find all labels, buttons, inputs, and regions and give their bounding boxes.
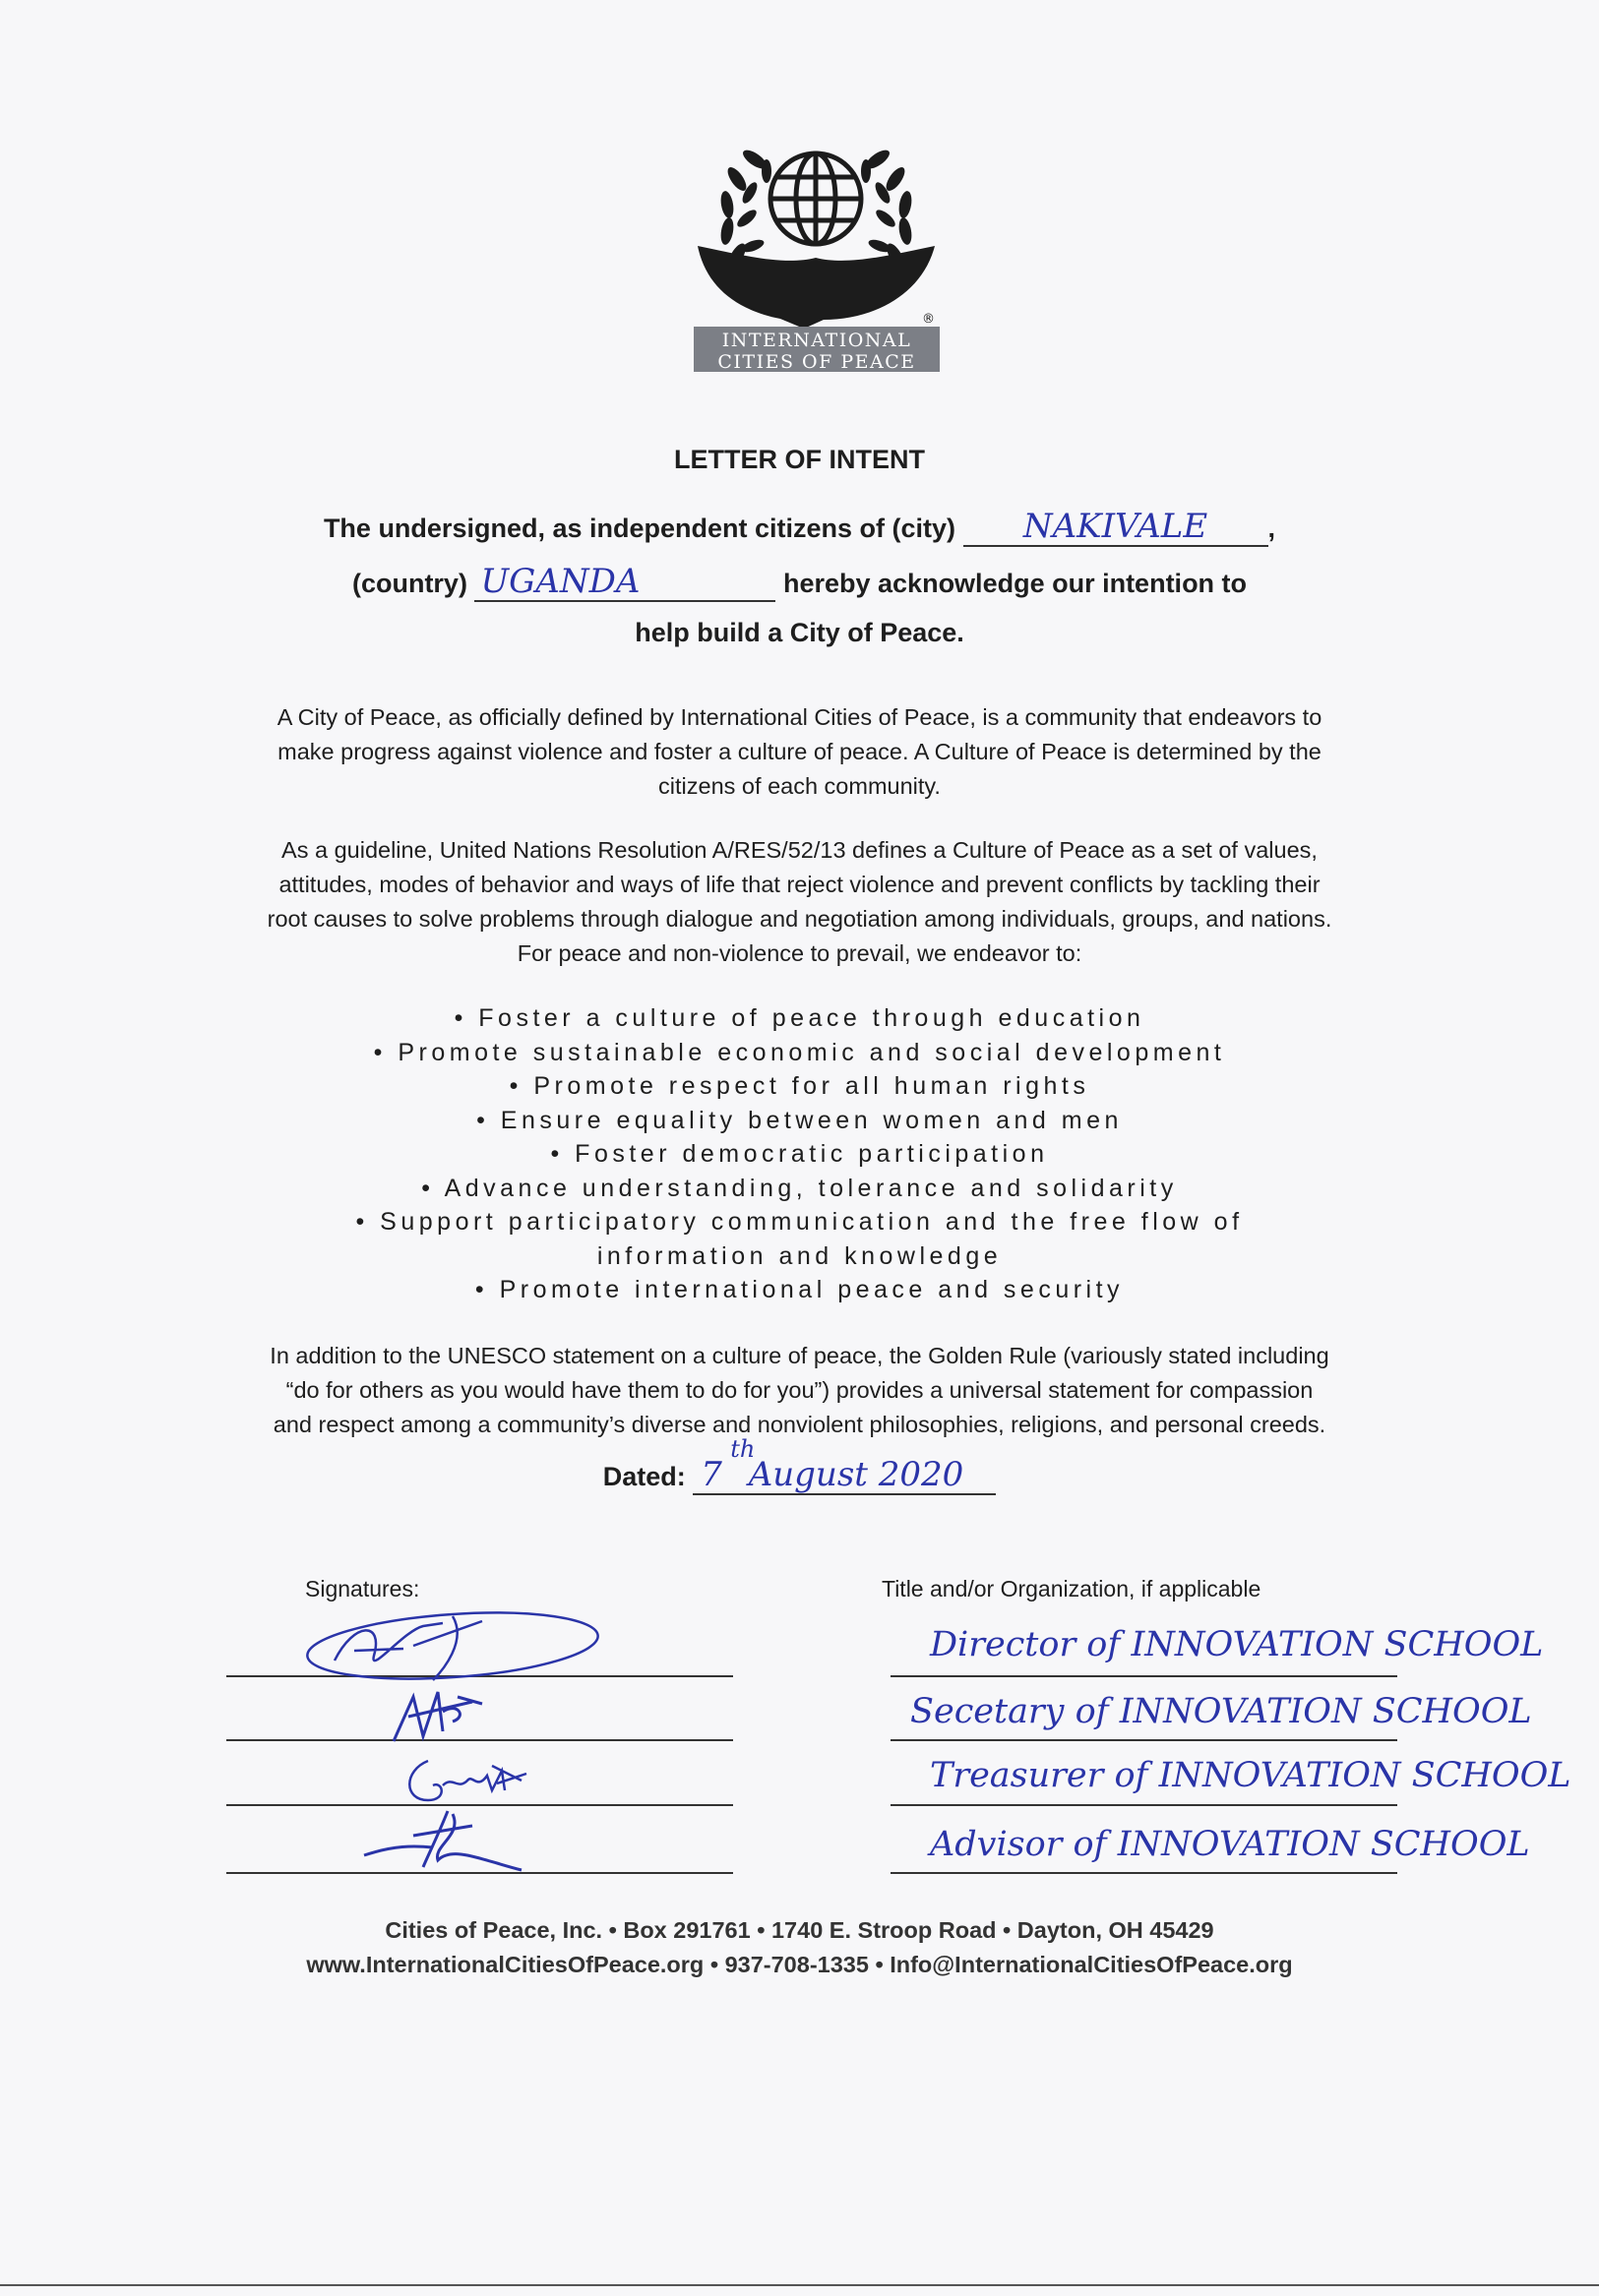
- list-item: • Foster a culture of peace through education: [454, 1004, 1145, 1032]
- intro-line-1: [0, 508, 1599, 547]
- paragraph-line: attitudes, modes of behavior and ways of life that reject violence and prevent conflicts by tackling their: [278, 872, 1321, 897]
- title-entry-treasurer: Treasurer of INNOVATION SCHOOL: [930, 1756, 1571, 1795]
- signature-3-icon: [399, 1746, 536, 1815]
- footer-contact: www.InternationalCitiesOfPeace.org • 937-708-1335 • Info@InternationalCitiesOfPeace.org: [306, 1952, 1293, 1977]
- paragraph-line: In addition to the UNESCO statement on a culture of peace, the Golden Rule (variously stated including: [270, 1343, 1329, 1368]
- date-rest: August 2020: [748, 1455, 964, 1494]
- intro-line-2: [0, 563, 1599, 602]
- footer: [0, 1913, 1599, 1982]
- paragraph-line: root causes to solve problems through dialogue and negotiation among individuals, groups, and nations.: [267, 906, 1332, 932]
- paragraph-line: A City of Peace, as officially defined by International Cities of Peace, is a community that endeavors to: [277, 704, 1322, 730]
- dated-row: [0, 1435, 1599, 1495]
- list-item: information and knowledge: [596, 1241, 1003, 1270]
- paragraph-line: and respect among a community’s diverse and nonviolent philosophies, religions, and personal creeds.: [273, 1412, 1326, 1437]
- paragraph-guideline: [0, 833, 1599, 971]
- date-day-suffix: th: [730, 1435, 756, 1463]
- paragraph-line: As a guideline, United Nations Resolution A/RES/52/13 defines a Culture of Peace as a set of values,: [281, 837, 1318, 863]
- paragraph-golden-rule: [0, 1339, 1599, 1442]
- paragraph-definition: [0, 700, 1599, 804]
- title-line[interactable]: [891, 1872, 1397, 1874]
- footer-address: Cities of Peace, Inc. • Box 291761 • 1740 E. Stroop Road • Dayton, OH 45429: [385, 1917, 1214, 1943]
- city-field[interactable]: NAKIVALE: [963, 508, 1268, 547]
- list-item: • Advance understanding, tolerance and solidarity: [421, 1174, 1178, 1202]
- list-item: • Ensure equality between women and men: [476, 1106, 1123, 1134]
- signature-2-icon: [384, 1682, 492, 1751]
- dated-label: Dated:: [602, 1462, 686, 1491]
- list-item: • Promote sustainable economic and social development: [373, 1038, 1226, 1066]
- list-item: • Promote respect for all human rights: [509, 1072, 1090, 1100]
- title-entry-advisor: Advisor of INNOVATION SCHOOL: [930, 1825, 1530, 1864]
- intro-line-3: help build a City of Peace.: [635, 618, 964, 647]
- title-line[interactable]: [891, 1804, 1397, 1806]
- international-cities-of-peace-logo: [686, 108, 947, 374]
- intro-text-2: hereby acknowledge our intention to: [782, 569, 1248, 598]
- logo-line1: INTERNATIONAL: [721, 330, 912, 351]
- title-organization-label: Title and/or Organization, if applicable: [882, 1576, 1261, 1601]
- list-item: • Foster democratic participation: [550, 1140, 1049, 1168]
- paragraph-line: “do for others as you would have them to do for you”) provides a universal statement for compassion: [285, 1377, 1314, 1403]
- paragraph-line: citizens of each community.: [658, 773, 941, 799]
- intro-text-1: The undersigned, as independent citizens of (city): [323, 514, 956, 543]
- endeavor-list: [0, 1001, 1599, 1307]
- title-line[interactable]: [891, 1739, 1397, 1741]
- list-item: • Support participatory communication and the free flow of: [355, 1208, 1244, 1236]
- country-field[interactable]: UGANDA: [474, 563, 775, 602]
- paragraph-line: For peace and non-violence to prevail, we endeavor to:: [517, 940, 1082, 966]
- paragraph-line: make progress against violence and foster a culture of peace. A Culture of Peace is determined by the: [277, 739, 1322, 764]
- globe-dove-laurel-icon: [686, 108, 947, 374]
- signatures-label: Signatures:: [305, 1576, 420, 1601]
- page-title: LETTER OF INTENT: [674, 445, 925, 474]
- date-field[interactable]: [693, 1435, 996, 1495]
- country-label: (country): [351, 569, 467, 598]
- signature-4-icon: [354, 1806, 541, 1875]
- title-entry-secretary: Secetary of INNOVATION SCHOOL: [910, 1692, 1532, 1731]
- title-entry-director: Director of INNOVATION SCHOOL: [930, 1625, 1544, 1664]
- scan-edge-divider: [0, 2284, 1599, 2286]
- logo-line2: CITIES OF PEACE: [717, 351, 916, 373]
- title-line[interactable]: [891, 1675, 1397, 1677]
- date-day: 7: [701, 1455, 722, 1494]
- list-item: • Promote international peace and security: [474, 1276, 1125, 1303]
- registered-mark: ®: [922, 312, 935, 327]
- intro-comma: ,: [1267, 514, 1276, 543]
- signature-1-icon: [295, 1601, 610, 1690]
